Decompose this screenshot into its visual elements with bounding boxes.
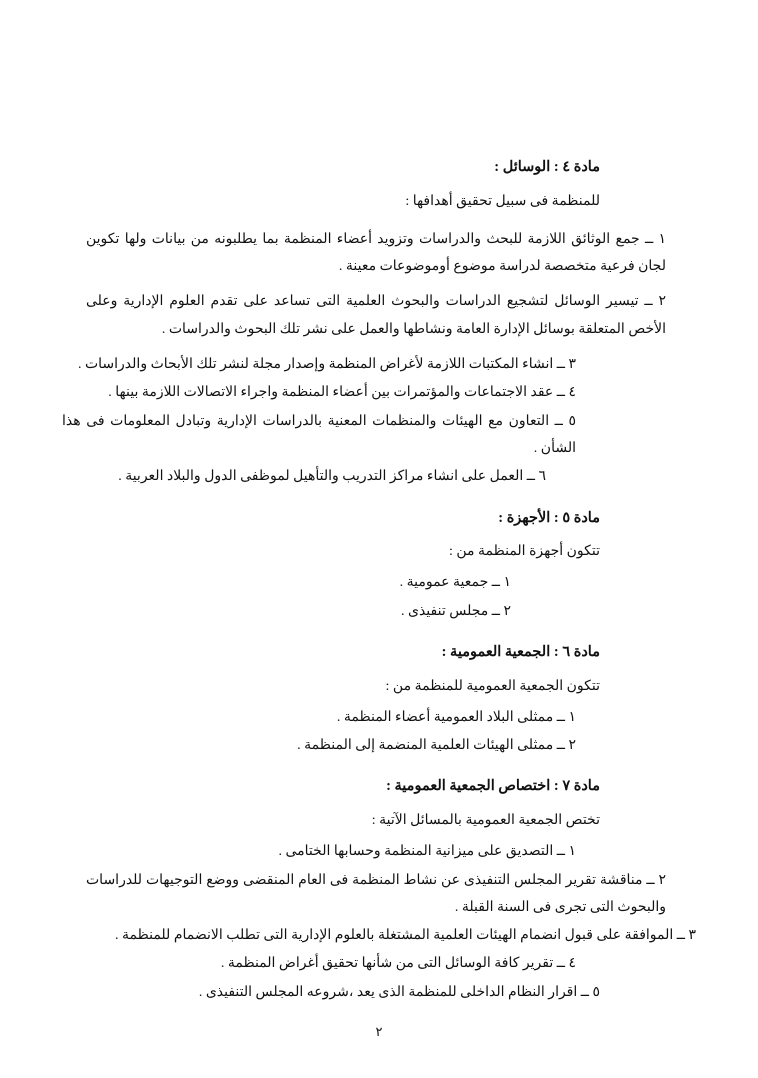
section-article-5 (62, 505, 696, 625)
section-article-6 (62, 639, 696, 759)
section-lead: تتكون الجمعية العمومية للمنظمة من : (385, 678, 600, 694)
list-item: ١ ــ جمع الوثائق اللازمة للبحث والدراسات وتزويد أعضاء المنظمة بما يطلبونه من بيانات ولها تكوين لجان فرعية متخصصة لدراسة موضوع أوموضوعات معينة . (86, 231, 666, 275)
section-article-7 (62, 773, 696, 1006)
list-item: ١ ــ ممثلى البلاد العمومية أعضاء المنظمة . (336, 709, 576, 725)
section-lead: للمنظمة فى سبيل تحقيق أهدافها : (405, 193, 600, 209)
section-heading: مادة ٥ : الأجهزة : (498, 509, 600, 526)
list-item: ٤ ــ عقد الاجتماعات والمؤتمرات بين أعضاء المنظمة واجراء الاتصالات اللازمة بينها . (108, 385, 576, 401)
section-lead: تختص الجمعية العمومية بالمسائل الآتية : (371, 812, 600, 828)
list-item: ١ ــ التصديق على ميزانية المنظمة وحسابها الختامى . (278, 844, 576, 860)
list-item: ٢ ــ ممثلى الهيئات العلمية المنضمة إلى المنظمة . (297, 738, 576, 754)
section-article-4 (62, 154, 696, 491)
section-heading: مادة ٤ : الوسائل : (494, 159, 600, 175)
list-item: ٤ ــ تقرير كافة الوسائل التى من شأنها تحقيق أغراض المنظمة . (220, 956, 576, 972)
list-item: ٥ ــ اقرار النظام الداخلى للمنظمة الذى يعد ،شروعه المجلس التنفيذى . (198, 984, 600, 1000)
list-item: ٣ ــ انشاء المكتبات اللازمة لأغراض المنظمة وإصدار مجلة لنشر تلك الأبحاث والدراسات . (77, 357, 576, 373)
list-item: ٢ ــ مناقشة تقرير المجلس التنفيذى عن نشاط المنظمة فى العام المنقضى ووضع التوجيهات للدراسات والبحوث التى تجرى فى السنة القبلة . (86, 872, 666, 915)
spacer (62, 219, 696, 226)
spacer (62, 344, 696, 351)
list-item: ٢ ــ تيسير الوسائل لتشجيع الدراسات والبحوث العلمية التى تساعد على تقدم العلوم الإدارية وعلى الأخص المتعلقة بوسائل الإدارة العامة ونشاطها والعمل على نشر تلك البحوث والدراسات . (86, 294, 666, 337)
section-heading: مادة ٦ : الجمعية العمومية : (441, 643, 600, 660)
section-heading: مادة ٧ : اختصاص الجمعية العمومية : (386, 778, 600, 795)
list-item: ٥ ــ التعاون مع الهيئات والمنظمات المعنية بالدراسات الإدارية وتبادل المعلومات فى هذا الشأن . (62, 413, 576, 456)
list-item: ١ ــ جمعية عمومية . (399, 575, 511, 591)
list-item: ٢ ــ مجلس تنفيذى . (401, 603, 511, 619)
spacer (62, 281, 696, 288)
section-lead: تتكون أجهزة المنظمة من : (448, 544, 600, 560)
list-item: ٦ ــ العمل على انشاء مراكز التدريب والتأهيل لموظفى الدول والبلاد العربية . (118, 469, 546, 485)
page-number: ٢ (375, 1024, 383, 1039)
list-item: ٣ ــ الموافقة على قبول انضمام الهيئات العلمية المشتغلة بالعلوم الإدارية التى تطلب الانضمام للمنظمة . (115, 928, 696, 944)
